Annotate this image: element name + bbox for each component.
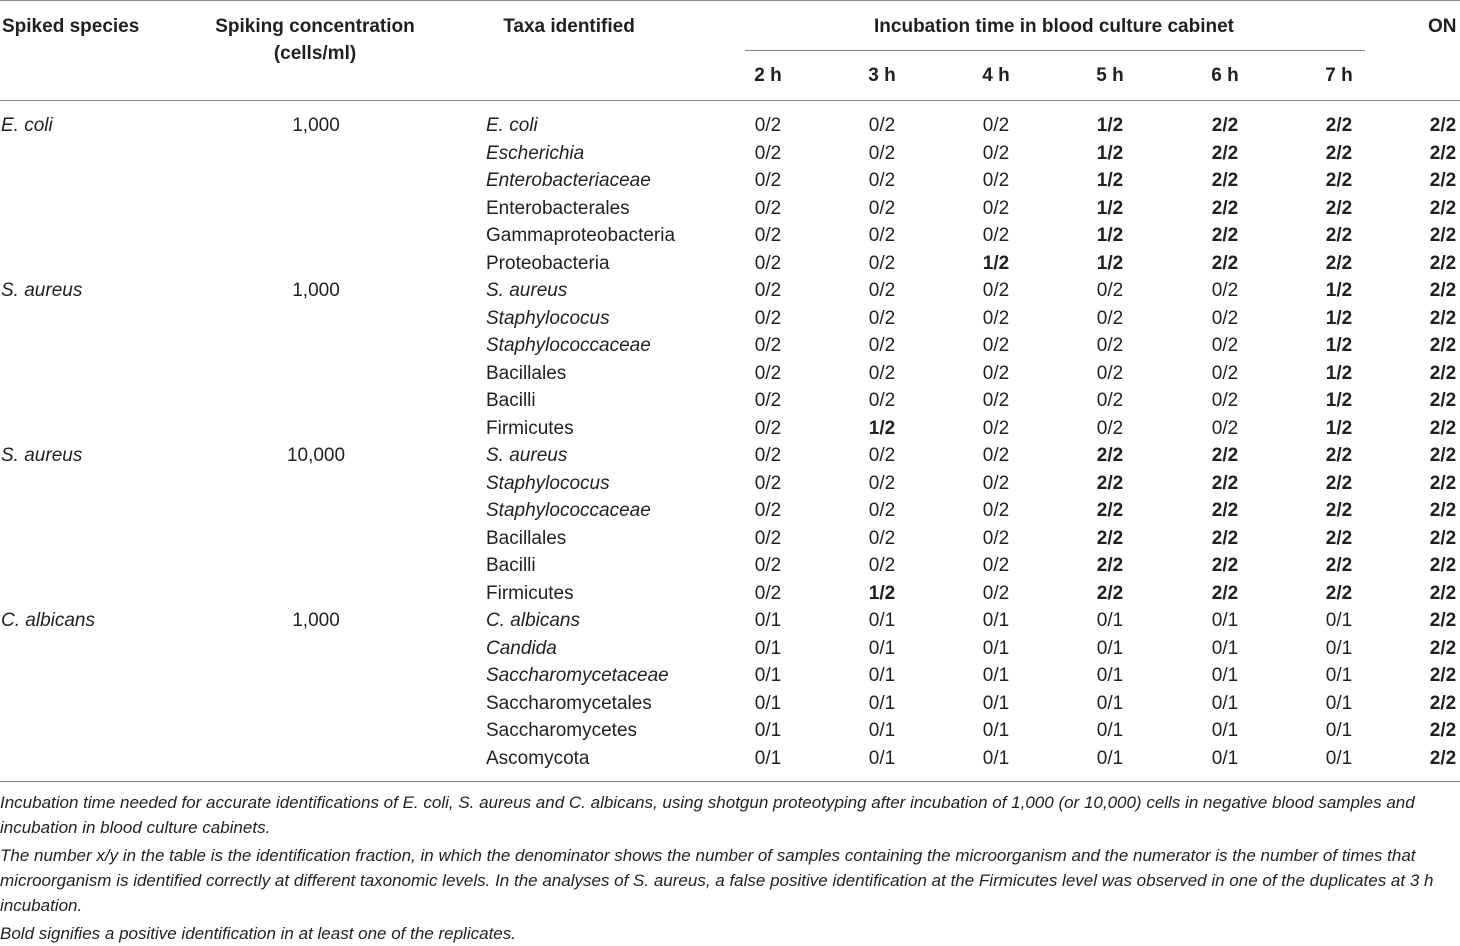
header-spiking-concentration: Spiking concentration [215,16,415,37]
value-cell-6h: 0/2 [1211,280,1239,301]
value-cell-3h: 0/2 [868,362,896,384]
spiked-species-cell: E. coli [1,115,53,136]
value-cell-3h: 0/2 [868,445,896,466]
header-time-7h: 7 h [1325,65,1353,86]
value-cell-3h: 0/2 [868,280,896,301]
value-cell-on: 2/2 [1429,252,1457,274]
value-cell-7h: 1/2 [1325,307,1353,329]
value-cell-2h: 0/2 [754,142,782,164]
value-cell-3h: 0/1 [868,637,896,659]
top-rule [0,0,1460,1]
value-cell-2h: 0/2 [754,115,782,136]
value-cell-7h: 2/2 [1325,170,1353,191]
value-cell-3h: 0/1 [868,720,896,741]
value-cell-on: 2/2 [1429,362,1457,384]
value-cell-3h: 0/2 [868,170,896,191]
value-cell-3h: 0/1 [868,610,896,631]
spiking-concentration-cell: 1,000 [292,280,340,301]
value-cell-4h: 0/1 [982,747,1010,769]
value-cell-6h: 0/2 [1211,417,1239,439]
taxon-cell: C. albicans [486,610,580,631]
value-cell-4h: 0/1 [982,610,1010,631]
value-cell-6h: 0/1 [1211,610,1239,631]
value-cell-5h: 0/2 [1096,280,1124,301]
value-cell-on: 2/2 [1429,335,1457,356]
value-cell-5h: 0/2 [1096,362,1124,384]
value-cell-6h: 0/1 [1211,637,1239,659]
header-on: ON [1428,16,1457,37]
value-cell-7h: 1/2 [1325,362,1353,384]
value-cell-2h: 0/1 [754,692,782,714]
value-cell-2h: 0/1 [754,747,782,769]
value-cell-3h: 0/1 [868,747,896,769]
taxon-cell: Ascomycota [486,747,590,769]
value-cell-5h: 2/2 [1096,472,1124,494]
value-cell-7h: 1/2 [1325,417,1353,439]
value-cell-7h: 0/1 [1325,610,1353,631]
value-cell-5h: 0/1 [1096,637,1124,659]
value-cell-5h: 2/2 [1096,527,1124,549]
header-time-5h: 5 h [1096,65,1124,86]
value-cell-6h: 0/1 [1211,665,1239,686]
value-cell-7h: 2/2 [1325,555,1353,576]
value-cell-5h: 0/2 [1096,417,1124,439]
value-cell-4h: 0/2 [982,335,1010,356]
header-time-3h: 3 h [868,65,896,86]
header-bottom-rule [0,100,1460,101]
taxon-cell: E. coli [486,115,538,136]
header-time-2h: 2 h [754,65,782,86]
value-cell-2h: 0/2 [754,280,782,301]
value-cell-7h: 1/2 [1325,280,1353,301]
value-cell-7h: 2/2 [1325,252,1353,274]
value-cell-6h: 2/2 [1211,142,1239,164]
value-cell-5h: 1/2 [1096,252,1124,274]
value-cell-3h: 0/2 [868,307,896,329]
value-cell-5h: 0/1 [1096,720,1124,741]
value-cell-4h: 0/1 [982,720,1010,741]
value-cell-on: 2/2 [1429,170,1457,191]
value-cell-on: 2/2 [1429,637,1457,659]
value-cell-5h: 2/2 [1096,500,1124,521]
value-cell-4h: 0/2 [982,417,1010,439]
value-cell-3h: 0/2 [868,472,896,494]
value-cell-2h: 0/2 [754,582,782,604]
value-cell-3h: 0/2 [868,225,896,246]
value-cell-3h: 0/2 [868,500,896,521]
taxon-cell: Bacillales [486,527,567,549]
value-cell-on: 2/2 [1429,527,1457,549]
group-rule [745,50,1365,51]
value-cell-on: 2/2 [1429,115,1457,136]
value-cell-on: 2/2 [1429,692,1457,714]
bottom-rule [0,781,1460,782]
value-cell-on: 2/2 [1429,500,1457,521]
value-cell-5h: 0/2 [1096,335,1124,356]
header-spiking-concentration-unit: (cells/ml) [273,43,357,64]
value-cell-4h: 0/2 [982,142,1010,164]
value-cell-4h: 1/2 [982,252,1010,274]
value-cell-6h: 2/2 [1211,252,1239,274]
value-cell-3h: 1/2 [868,582,896,604]
value-cell-3h: 0/1 [868,692,896,714]
taxon-cell: Bacillales [486,362,567,384]
value-cell-5h: 1/2 [1096,115,1124,136]
value-cell-6h: 2/2 [1211,197,1239,219]
taxon-cell: Bacilli [486,390,536,411]
value-cell-4h: 0/2 [982,307,1010,329]
footnote: The number x/y in the table is the identification fraction, in which the denominator shows the number of samples containing the microorganism and the numerator is the number of times that microorganism is identified correctly at different taxonomic levels. In the analyses of S. aureus, a false positive identification at the Firmicutes level was observed in one of the duplicates at 3 h incubation. [0,846,1434,915]
value-cell-6h: 2/2 [1211,170,1239,191]
header-time-4h: 4 h [982,65,1010,86]
value-cell-on: 2/2 [1429,747,1457,769]
value-cell-2h: 0/2 [754,555,782,576]
value-cell-4h: 0/2 [982,280,1010,301]
taxon-cell: Gammaproteobacteria [486,225,676,246]
value-cell-7h: 2/2 [1325,142,1353,164]
value-cell-2h: 0/2 [754,225,782,246]
value-cell-on: 2/2 [1429,142,1457,164]
value-cell-4h: 0/2 [982,362,1010,384]
value-cell-2h: 0/1 [754,637,782,659]
value-cell-7h: 2/2 [1325,582,1353,604]
value-cell-4h: 0/2 [982,390,1010,411]
value-cell-4h: 0/2 [982,445,1010,466]
value-cell-6h: 0/2 [1211,390,1239,411]
value-cell-4h: 0/2 [982,115,1010,136]
value-cell-4h: 0/2 [982,527,1010,549]
value-cell-7h: 0/1 [1325,637,1353,659]
value-cell-on: 2/2 [1429,197,1457,219]
value-cell-5h: 1/2 [1096,142,1124,164]
value-cell-2h: 0/2 [754,335,782,356]
value-cell-4h: 0/2 [982,500,1010,521]
value-cell-on: 2/2 [1429,307,1457,329]
value-cell-2h: 0/2 [754,252,782,274]
value-cell-3h: 0/2 [868,555,896,576]
value-cell-2h: 0/1 [754,665,782,686]
value-cell-on: 2/2 [1429,280,1457,301]
value-cell-5h: 2/2 [1096,555,1124,576]
value-cell-6h: 2/2 [1211,225,1239,246]
footnote: Bold signifies a positive identification in at least one of the replicates. [0,924,516,943]
value-cell-6h: 0/1 [1211,692,1239,714]
value-cell-4h: 0/2 [982,472,1010,494]
spiking-concentration-cell: 1,000 [292,115,340,136]
footnote: Incubation time needed for accurate identifications of E. coli, S. aureus and C. albicans, using shotgun proteotyping after incubation of 1,000 (or 10,000) cells in negative blood samples and incubation in blood culture cabinets. [0,793,1415,837]
spiked-species-cell: S. aureus [1,445,83,466]
taxon-cell: Saccharomycetes [486,720,638,741]
taxon-cell: Escherichia [486,142,585,164]
taxon-cell: S. aureus [486,280,568,301]
value-cell-3h: 0/2 [868,390,896,411]
value-cell-4h: 0/1 [982,665,1010,686]
value-cell-7h: 0/1 [1325,665,1353,686]
value-cell-6h: 2/2 [1211,445,1239,466]
value-cell-2h: 0/2 [754,472,782,494]
header-time-6h: 6 h [1211,65,1239,86]
value-cell-7h: 1/2 [1325,335,1353,356]
taxon-cell: Firmicutes [486,417,574,439]
value-cell-on: 2/2 [1429,225,1457,246]
value-cell-5h: 0/1 [1096,747,1124,769]
spiking-concentration-cell: 1,000 [292,610,340,631]
value-cell-4h: 0/1 [982,637,1010,659]
value-cell-7h: 1/2 [1325,390,1353,411]
value-cell-6h: 2/2 [1211,555,1239,576]
taxon-cell: Staphylococcaceae [486,335,651,356]
value-cell-2h: 0/2 [754,445,782,466]
spiked-species-cell: C. albicans [1,610,95,631]
spiking-concentration-cell: 10,000 [286,445,346,466]
value-cell-7h: 0/1 [1325,720,1353,741]
value-cell-5h: 1/2 [1096,170,1124,191]
value-cell-on: 2/2 [1429,555,1457,576]
value-cell-7h: 0/1 [1325,692,1353,714]
value-cell-5h: 1/2 [1096,225,1124,246]
value-cell-4h: 0/2 [982,225,1010,246]
value-cell-on: 2/2 [1429,582,1457,604]
value-cell-7h: 2/2 [1325,115,1353,136]
value-cell-on: 2/2 [1429,445,1457,466]
value-cell-on: 2/2 [1429,390,1457,411]
value-cell-3h: 0/1 [868,665,896,686]
value-cell-on: 2/2 [1429,472,1457,494]
value-cell-6h: 0/2 [1211,307,1239,329]
value-cell-3h: 0/2 [868,197,896,219]
value-cell-7h: 2/2 [1325,225,1353,246]
header-incubation-time: Incubation time in blood culture cabinet [874,16,1234,37]
header-spiked-species: Spiked species [2,16,140,37]
value-cell-5h: 0/2 [1096,307,1124,329]
value-cell-4h: 0/1 [982,692,1010,714]
value-cell-5h: 2/2 [1096,582,1124,604]
value-cell-on: 2/2 [1429,665,1457,686]
value-cell-7h: 2/2 [1325,197,1353,219]
value-cell-2h: 0/2 [754,170,782,191]
taxon-cell: Staphylococus [486,307,610,329]
value-cell-6h: 0/1 [1211,747,1239,769]
taxon-cell: Enterobacteriaceae [486,170,651,191]
value-cell-7h: 2/2 [1325,527,1353,549]
value-cell-3h: 1/2 [868,417,896,439]
value-cell-2h: 0/2 [754,417,782,439]
value-cell-2h: 0/2 [754,500,782,521]
taxon-cell: Bacilli [486,555,536,576]
value-cell-5h: 1/2 [1096,197,1124,219]
value-cell-5h: 0/1 [1096,610,1124,631]
value-cell-3h: 0/2 [868,142,896,164]
value-cell-4h: 0/2 [982,555,1010,576]
value-cell-2h: 0/2 [754,527,782,549]
value-cell-7h: 2/2 [1325,472,1353,494]
value-cell-2h: 0/2 [754,362,782,384]
taxon-cell: Candida [486,637,557,659]
value-cell-2h: 0/2 [754,197,782,219]
value-cell-3h: 0/2 [868,252,896,274]
value-cell-6h: 0/2 [1211,335,1239,356]
value-cell-2h: 0/2 [754,390,782,411]
value-cell-2h: 0/1 [754,720,782,741]
header-taxa-identified: Taxa identified [503,16,635,37]
taxon-cell: Saccharomycetales [486,692,652,714]
value-cell-7h: 0/1 [1325,747,1353,769]
value-cell-2h: 0/2 [754,307,782,329]
taxon-cell: Proteobacteria [486,252,610,274]
value-cell-6h: 2/2 [1211,582,1239,604]
value-cell-5h: 0/2 [1096,390,1124,411]
value-cell-on: 2/2 [1429,610,1457,631]
taxon-cell: Firmicutes [486,582,574,604]
value-cell-6h: 2/2 [1211,115,1239,136]
taxon-cell: Staphylococcaceae [486,500,651,521]
value-cell-3h: 0/2 [868,335,896,356]
value-cell-7h: 2/2 [1325,500,1353,521]
value-cell-4h: 0/2 [982,170,1010,191]
value-cell-5h: 0/1 [1096,692,1124,714]
taxon-cell: Saccharomycetaceae [486,665,669,686]
value-cell-on: 2/2 [1429,417,1457,439]
value-cell-2h: 0/1 [754,610,782,631]
value-cell-4h: 0/2 [982,197,1010,219]
value-cell-5h: 2/2 [1096,445,1124,466]
value-cell-6h: 2/2 [1211,472,1239,494]
value-cell-6h: 2/2 [1211,500,1239,521]
value-cell-3h: 0/2 [868,115,896,136]
value-cell-on: 2/2 [1429,720,1457,741]
taxon-cell: Staphylococus [486,472,610,494]
taxon-cell: S. aureus [486,445,568,466]
spiked-species-cell: S. aureus [1,280,83,301]
value-cell-6h: 0/1 [1211,720,1239,741]
value-cell-5h: 0/1 [1096,665,1124,686]
value-cell-6h: 0/2 [1211,362,1239,384]
value-cell-3h: 0/2 [868,527,896,549]
value-cell-4h: 0/2 [982,582,1010,604]
value-cell-7h: 2/2 [1325,445,1353,466]
value-cell-6h: 2/2 [1211,527,1239,549]
taxon-cell: Enterobacterales [486,197,630,219]
